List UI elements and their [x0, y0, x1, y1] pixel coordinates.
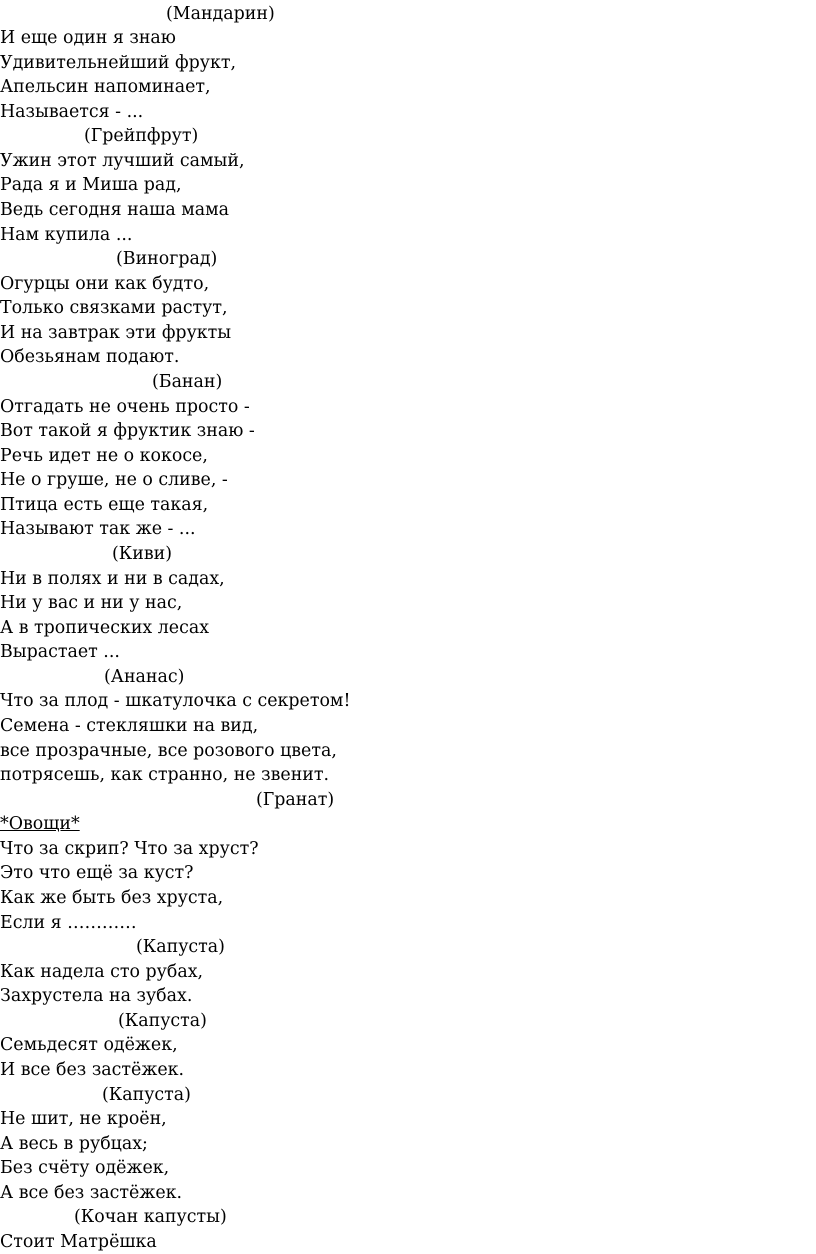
answer-line: (Ананас)	[104, 667, 185, 687]
riddle-line: Без счёту одёжек,	[0, 1158, 170, 1178]
riddle-line: Если я …………	[0, 913, 137, 933]
riddle-line: Удивительнейший фрукт,	[0, 53, 237, 73]
riddle-line: И еще один я знаю	[0, 28, 176, 48]
riddle-line: Вот такой я фруктик знаю -	[0, 421, 255, 441]
riddle-line: Семена - стекляшки на вид,	[0, 716, 259, 736]
riddle-line: Как надела сто рубах,	[0, 962, 204, 982]
riddle-line: Захрустела на зубах.	[0, 986, 193, 1006]
riddle-line: Вырастает ...	[0, 642, 120, 662]
answer-line: (Капуста)	[102, 1085, 191, 1105]
riddle-line: Ужин этот лучший самый,	[0, 151, 245, 171]
riddle-line: Семьдесят одёжек,	[0, 1035, 178, 1055]
riddle-line: Ведь сегодня наша мама	[0, 200, 229, 220]
answer-line: (Капуста)	[118, 1011, 207, 1031]
answer-line: (Банан)	[152, 372, 223, 392]
riddle-line: Огурцы они как будто,	[0, 274, 210, 294]
riddle-line: Апельсин напоминает,	[0, 77, 211, 97]
answer-line: (Киви)	[112, 544, 173, 564]
riddle-line: Отгадать не очень просто -	[0, 397, 250, 417]
riddle-line: все прозрачные, все розового цвета,	[0, 741, 337, 761]
riddle-line: Обезьянам подают.	[0, 347, 180, 367]
answer-line: (Кочан капусты)	[74, 1207, 227, 1227]
answer-line: (Гранат)	[256, 790, 335, 810]
riddle-line: потрясешь, как странно, не звенит.	[0, 765, 330, 785]
riddle-line: Называют так же - ...	[0, 519, 196, 539]
riddle-line: Речь идет не о кокосе,	[0, 446, 208, 466]
riddle-line: И все без застёжек.	[0, 1060, 185, 1080]
riddle-line: Называется - ...	[0, 102, 144, 122]
riddle-line: Только связками растут,	[0, 298, 228, 318]
section-heading: *Овощи*	[0, 814, 80, 834]
riddle-line: Ни у вас и ни у нас,	[0, 593, 183, 613]
riddle-line: Что за скрип? Что за хруст?	[0, 839, 259, 859]
riddle-line: А в тропических лесах	[0, 618, 210, 638]
riddle-line: Что за плод - шкатулочка с секретом!	[0, 691, 351, 711]
answer-line: (Грейпфрут)	[84, 126, 199, 146]
riddle-line: А все без застёжек.	[0, 1183, 183, 1203]
riddle-line: Не шит, не кроён,	[0, 1109, 167, 1129]
riddle-line: Не о груше, не о сливе, -	[0, 470, 228, 490]
answer-line: (Мандарин)	[166, 4, 275, 24]
riddle-line: Это что ещё за куст?	[0, 863, 194, 883]
riddle-line: Птица есть еще такая,	[0, 495, 209, 515]
riddle-line: Нам купила ...	[0, 225, 133, 245]
riddle-line: Рада я и Миша рад,	[0, 175, 182, 195]
answer-line: (Капуста)	[136, 937, 225, 957]
riddle-line: А весь в рубцах;	[0, 1134, 148, 1154]
riddle-line: Стоит Матрёшка	[0, 1232, 157, 1252]
riddle-line: Как же быть без хруста,	[0, 888, 224, 908]
answer-line: (Виноград)	[116, 249, 218, 269]
riddle-line: И на завтрак эти фрукты	[0, 323, 232, 343]
riddle-line: Ни в полях и ни в садах,	[0, 569, 225, 589]
